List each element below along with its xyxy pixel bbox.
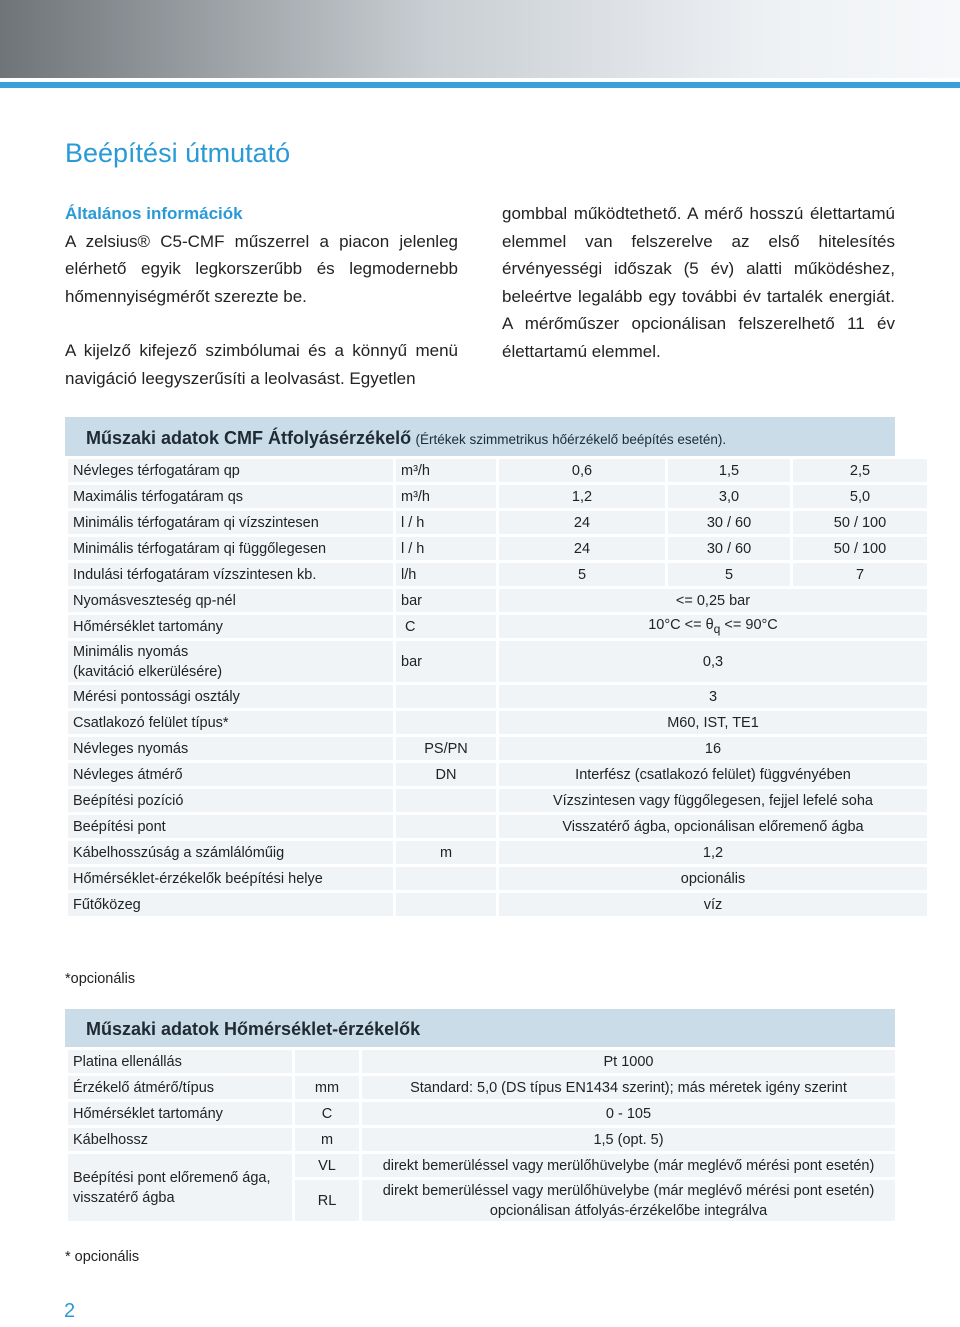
value-cell: 2,5 (792, 458, 929, 484)
value-cell: Visszatérő ágba, opcionálisan előremenő ágba (498, 814, 929, 840)
table-row (67, 536, 929, 562)
row-unit: m³/h (395, 458, 498, 484)
row-unit: VL (294, 1153, 361, 1179)
intro-paragraph-2: A kijelző kifejező szimbólumai és a könnyű menü navigáció leegyszerűsíti a leolvasást. Egyetlen (65, 341, 458, 388)
table-row (67, 892, 929, 918)
page-number: 2 (64, 1300, 76, 1322)
temp-sensor-heading: Műszaki adatok Hőmérséklet-érzékelők (86, 1019, 421, 1039)
value-cell: 30 / 60 (667, 536, 792, 562)
table-row (67, 762, 929, 788)
flow-sensor-table (65, 456, 930, 919)
temp-sensor-section-header (65, 1009, 895, 1049)
row-unit: C (395, 614, 498, 640)
table-row (67, 814, 929, 840)
row-label: Minimális térfogatáram qi vízszintesen (67, 510, 395, 536)
row-unit: m (294, 1127, 361, 1153)
value-cell: 50 / 100 (792, 536, 929, 562)
row-label: Érzékelő átmérő/típus (67, 1075, 294, 1101)
row-label: Névleges térfogatáram qp (67, 458, 395, 484)
row-unit: bar (395, 640, 498, 684)
table-row (67, 736, 929, 762)
value-cell: 5 (667, 562, 792, 588)
row-label: Fűtőközeg (67, 892, 395, 918)
table-row (67, 788, 929, 814)
row-unit (395, 684, 498, 710)
value-cell: <= 0,25 bar (498, 588, 929, 614)
table-row (67, 562, 929, 588)
flow-sensor-section-header (65, 417, 895, 458)
table-row (67, 588, 929, 614)
table-row (67, 484, 929, 510)
table-row (67, 840, 929, 866)
value-cell: 1,2 (498, 840, 929, 866)
value-cell: Pt 1000 (361, 1049, 897, 1075)
row-unit: bar (395, 588, 498, 614)
value-cell: 0,6 (498, 458, 667, 484)
value-cell: direkt bemerüléssel vagy merülőhüvelybe (már meglévő mérési pont esetén) (361, 1153, 897, 1179)
row-label: Mérési pontossági osztály (67, 684, 395, 710)
value-cell: 3,0 (667, 484, 792, 510)
row-unit (395, 788, 498, 814)
value-cell: víz (498, 892, 929, 918)
row-unit: mm (294, 1075, 361, 1101)
table-row (67, 1049, 897, 1075)
row-unit: l / h (395, 536, 498, 562)
intro-paragraph-3: gombbal működtethető. A mérő hosszú élettartamú elemmel van felszerelve az első hitelesítés érvényességi időszak (5 év) alatti működéshez, beleértve legalább egy további év tartalék energiát. A mérőműszer opcionálisan felszerelhető 11 év élettartamú elemmel. (502, 204, 895, 361)
value-cell: M60, IST, TE1 (498, 710, 929, 736)
value-cell: 7 (792, 562, 929, 588)
table-row (67, 614, 929, 640)
row-label: Kábelhosszúság a számlálóműig (67, 840, 395, 866)
row-unit: C (294, 1101, 361, 1127)
table-row (67, 684, 929, 710)
value-cell: 5,0 (792, 484, 929, 510)
row-unit: m (395, 840, 498, 866)
intro-right-column (502, 200, 895, 365)
intro-paragraph-1: A zelsius® C5-CMF műszerrel a piacon jelenleg elérhető egyik legkorszerűbb és legmodernebb hőmennyiségmérőt szerezte be. (65, 231, 458, 306)
table-row (67, 1153, 897, 1179)
row-label: Beépítési pont előremenő ága, visszatérő ágba (67, 1153, 294, 1223)
row-label: Névleges átmérő (67, 762, 395, 788)
row-label: Hőmérséklet-érzékelők beépítési helye (67, 866, 395, 892)
value-cell: Standard: 5,0 (DS típus EN1434 szerint); más méretek igény szerint (361, 1075, 897, 1101)
table-row (67, 640, 929, 684)
table-row (67, 1127, 897, 1153)
flow-sensor-footnote: *opcionális (65, 971, 136, 987)
row-unit: PS/PN (395, 736, 498, 762)
value-cell: Interfész (csatlakozó felület) függvényében (498, 762, 929, 788)
value-cell: 5 (498, 562, 667, 588)
row-unit (294, 1049, 361, 1075)
intro-left-column (65, 200, 458, 392)
value-cell: opcionális (498, 866, 929, 892)
intro-subheading: Általános információk (65, 204, 243, 223)
row-unit: l / h (395, 510, 498, 536)
flow-sensor-note: (Értékek szimmetrikus hőérzékelő beépítés esetén). (415, 432, 727, 447)
top-header-band (0, 0, 960, 78)
table-row (67, 510, 929, 536)
value-cell: $10^\circ C <= \theta_q <= 90^\circ C$ (498, 614, 929, 640)
value-cell: 1,5 (opt. 5) (361, 1127, 897, 1153)
value-cell: direkt bemerüléssel vagy merülőhüvelybe (már meglévő mérési pont esetén) opcionálisan átfolyás-érzékelőbe integrálva (361, 1179, 897, 1223)
table-row (67, 1075, 897, 1101)
row-label: Minimális térfogatáram qi függőlegesen (67, 536, 395, 562)
flow-sensor-heading: Műszaki adatok CMF Átfolyásérzékelő (86, 428, 412, 448)
row-unit: l/h (395, 562, 498, 588)
row-unit (395, 814, 498, 840)
row-label: Kábelhossz (67, 1127, 294, 1153)
value-cell: 24 (498, 536, 667, 562)
row-label: Platina ellenállás (67, 1049, 294, 1075)
row-label: Beépítési pozíció (67, 788, 395, 814)
row-unit (395, 866, 498, 892)
value-cell: 50 / 100 (792, 510, 929, 536)
value-cell: 0,3 (498, 640, 929, 684)
value-cell: 3 (498, 684, 929, 710)
row-unit (395, 892, 498, 918)
value-cell: 24 (498, 510, 667, 536)
table-row (67, 866, 929, 892)
row-label: Hőmérséklet tartomány (67, 1101, 294, 1127)
row-unit: RL (294, 1179, 361, 1223)
row-unit (395, 710, 498, 736)
value-cell: 1,2 (498, 484, 667, 510)
value-cell: 16 (498, 736, 929, 762)
table-row (67, 710, 929, 736)
temp-sensor-footnote: * opcionális (65, 1249, 140, 1265)
table-row (67, 458, 929, 484)
value-cell: 1,5 (667, 458, 792, 484)
row-unit: DN (395, 762, 498, 788)
top-accent-line (0, 82, 960, 88)
row-label: Névleges nyomás (67, 736, 395, 762)
row-label: Maximális térfogatáram qs (67, 484, 395, 510)
value-cell: 0 - 105 (361, 1101, 897, 1127)
page-title: Beépítési útmutató (65, 138, 291, 168)
row-label: Hőmérséklet tartomány (67, 614, 395, 640)
row-label: Nyomásveszteség qp-nél (67, 588, 395, 614)
row-label: Indulási térfogatáram vízszintesen kb. (67, 562, 395, 588)
value-cell: 30 / 60 (667, 510, 792, 536)
value-cell: Vízszintesen vagy függőlegesen, fejjel lefelé soha (498, 788, 929, 814)
row-label: Beépítési pont (67, 814, 395, 840)
row-label: Minimális nyomás (kavitáció elkerülésére) (67, 640, 395, 684)
temp-sensor-table (65, 1047, 898, 1224)
row-label: Csatlakozó felület típus* (67, 710, 395, 736)
row-unit: m³/h (395, 484, 498, 510)
table-row (67, 1101, 897, 1127)
